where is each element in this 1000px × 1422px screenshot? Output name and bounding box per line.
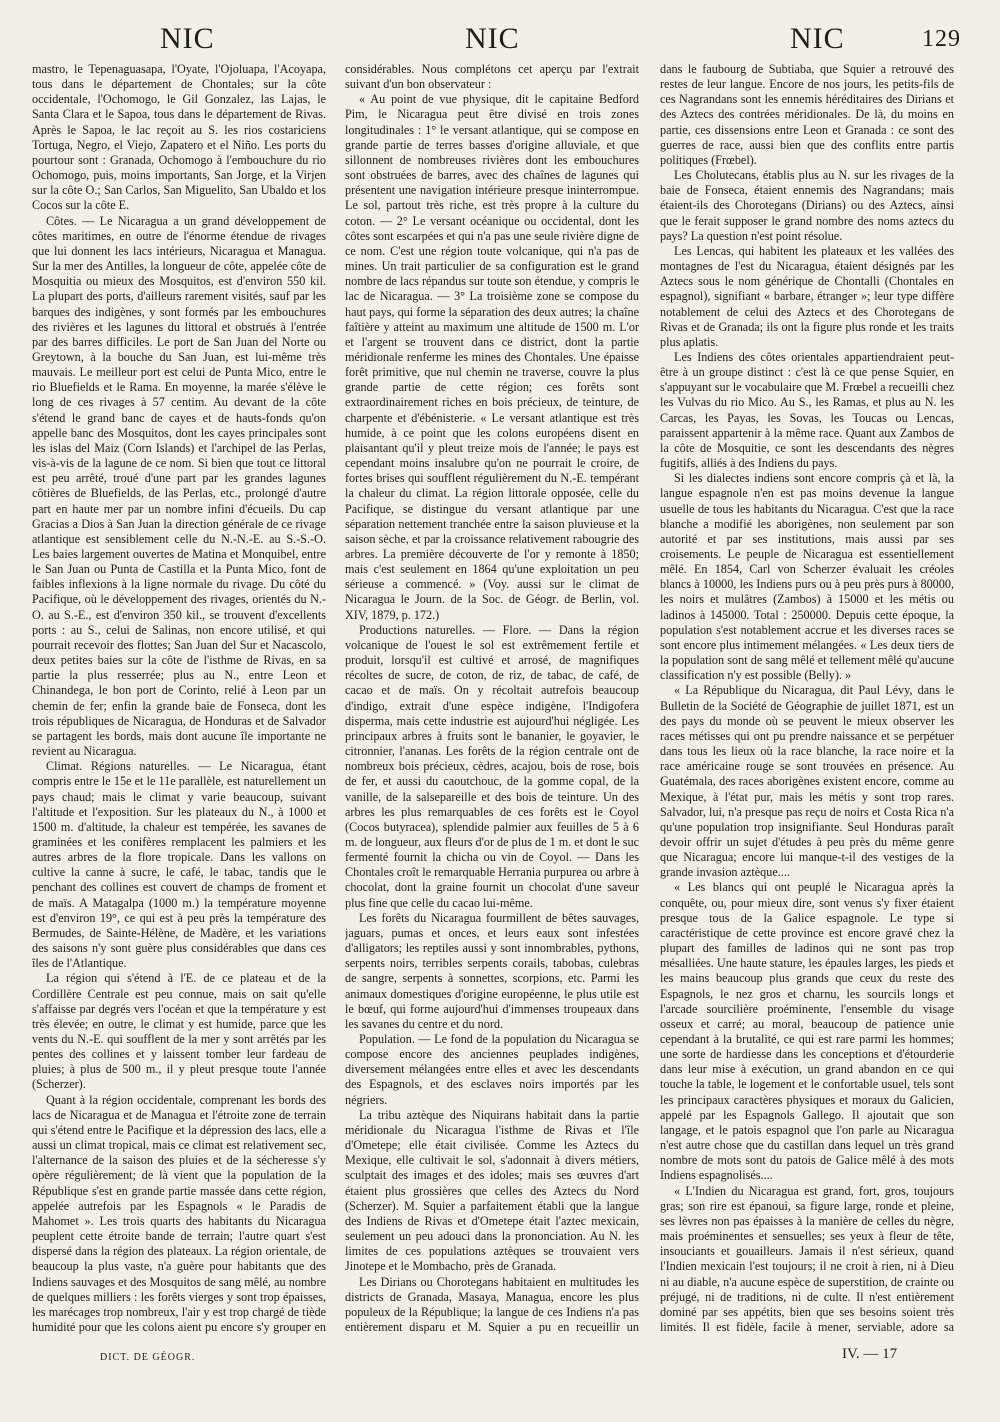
paragraph: Les Cholutecans, établis plus au N. sur les rivages de la baie de Fonseca, étaient ennemis des Nagrandans; mais étaient-ils des Chorotegans (Dirians) ou des Aztecs, ainsi que le ferait supposer le grand nombre des noms aztecs du pays? La question n'est point résolue. <box>660 168 954 243</box>
paragraph: La tribu aztèque des Niquirans habitait dans la partie méridionale du Nicaragua l'isthme de Rivas et l'île d'Ometepe; elle était civilisée. Comme les Aztecs du Mexique, elle cultivait le sol, s'adonnait à divers métiers, sculptait des images et des idoles; mais ses œuvres d'art étaient plus grossières que celles des Aztecs du Nord (Scherzer). M. Squier a parfaitement établi que la langue des Indiens de Rivas et d'Ometepe était l'aztec mexicain, seulement un peu adouci dans la prononciation. Au N. les limites de ces populations aztèques se trouvaient vers Jinotepe et le Mombacho, près de Granada. <box>345 1107 639 1274</box>
paragraph: « La République du Nicaragua, dit Paul Lévy, dans le Bulletin de la Société de Géographie de juillet 1871, est un des pays du monde où se peuvent le mieux observer les races métisses qui ont pu prendre naissance et se perpétuer dans tous les lieux où la race blanche, la race noire et la race américaine rouge se sont trouvées en présence. Au Guatémala, des races aborigènes existent encore, comme au Mexique, à l'état pur, mais les métis y sont trop rares. Salvador, lui, n'a presque pas reçu de noirs et Costa Rica n'a qu'une population trop insignifiante. Seul Honduras paraît devoir offrir un sujet d'études à peu près du même genre que Nicaragua; encore lui manque-t-il des vestiges de la grande invasion aztèque.... <box>660 683 954 880</box>
paragraph: Quant à la région occidentale, comprenant les bords des lacs de Nicaragua et de Managua et l'étroite zone de terrain qui s'étend entre le Pacifique et la dépression des lacs, elle a aussi un climat tropical, mais ce climat est relativement sec, l'alternance de la saison des pluies et de la sécheresse s'y opère régulièrement; de là vient que la population de la République s'est en grande partie massée dans cette région, appelée autrefois par les Espagnols « le Paradis de Mahomet ». Les trois quarts des habitants du Nicaragua peuplent cette étroite bande de terrain; l'autre quart s'est dispersé dans la région des plateaux. La région orientale, de beaucoup la plus vaste, n'a guère pour habitants que des Indiens sauvages et des Mosquitos de sang mêlé, au nombre de quelques milliers : les forêts vierges y sont trop épaisses, les marécages trop nombreux, l'air y est trop chargé de tiède humidité pour que les colons aient pu encore s'y grouper en <box>32 1092 326 1334</box>
paragraph: dans le faubourg de Subtiaba, que Squier a retrouvé des restes de leur langue. Encore de nos jours, les petits-fils de ces Nagrandans sont les ennemis héréditaires des Dirians et des Aztecs des contrées méridionales. De là, du moins en partie, ces dissensions entre Leon et Granada : ce sont des guerres de race, aussi bien que des conflits entre partis politiques (Frœbel). <box>660 62 954 167</box>
paragraph: « Au point de vue physique, dit le capitaine Bedford Pim, le Nicaragua peut être divisé en trois zones longitudinales : 1° le versant atlantique, qui se compose en grande partie de terres basses d'origine alluviale, et que sillonnent de nombreuses rivières dont les embouchures sont obstruées de barres, avec des chaînes de lagunes qui présentent une navigation intérieure presque ininterrompue. Le sol, partout très riche, est très propre à la culture du coton. — 2° Le versant océanique ou occidental, dont les côtes sont escarpées et qui n'a pas une seule rivière digne de ce nom. C'est une région toute volcanique, qui n'a pas de mines. Un trait particulier de sa configuration est le grand nombre de lacs répandus sur toute son étendue, y compris le lac de Nicaragua. — 3° La troisième zone se compose du haut pays, qui forme la séparation des deux autres; la chaîne faîtière y atteint au maximum une altitude de 1500 m. L'or et l'argent se trouvent dans ce district, dont la partie méridionale renferme les mines des Chontales. Une épaisse forêt primitive, que nul chemin ne traverse, couvre la plus grande partie de cette région; ces forêts sont extraordinairement riches en bois précieux, de teinture, de charpente et d'ébénisterie. « Le versant atlantique est très humide, à ce point que les colons européens disent en plaisantant qu'il y pleut treize mois de l'année; le pays est cependant moins insalubre qu'on ne pourrait le croire, de fortes brises qui soufflent régulièrement du N.-E. tempérant la chaleur du climat. La région littorale opposée, celle du Pacifique, se distingue du versant atlantique par une séparation nettement tranchée entre la saison pluvieuse et la saison sèche, et par la croissance relativement rabougrie des arbres. La première découverte de l'or y remonte à 1850; mais c'est seulement en 1864 qu'une exploitation un peu sérieuse a commencé. » (Voy. aussi sur le climat de Nicaragua le Journ. de la Soc. de Géogr. de Berlin, vol. XIV, 1879, p. 172.) <box>345 92 639 622</box>
column-3 <box>660 62 954 1334</box>
paragraph: « L'Indien du Nicaragua est grand, fort, gros, toujours gras; son rire est épanoui, sa figure large, ronde et pleine, ses lèvres non pas épaisses à la manière de celles du nègre, mais proéminentes et sensuelles; ses yeux à fleur de tête, insouciants et gouailleurs. Jamais il n'est sérieux, quand l'Indien mexicain l'est toujours; il ne croit à rien, ni à Dieu ni au diable, n'a aucune espèce de superstition, de crainte ou préjugé, ni de traditions, ni de culte. Il n'est entièrement dominé par ses appétits, bien que ses besoins soient très limités. Il est fidèle, facile à mener, serviable, adore sa <box>660 1183 954 1334</box>
paragraph: Population. — Le fond de la population du Nicaragua se compose encore des anciennes peuplades indigènes, diversement mélangées entre elles et avec les descendants des Espagnols, et des esclaves noirs importés par les négriers. <box>345 1032 639 1107</box>
footer-publication-title: DICT. DE GÉOGR. <box>100 1352 196 1363</box>
footer-volume-signature: IV. — 17 <box>842 1346 898 1362</box>
header-center-keyword: NIC <box>465 22 520 55</box>
paragraph: Les Dirians ou Chorotegans habitaient en multitudes les districts de Granada, Masaya, Managua, encore les plus populeux de la République; la langue de ces Indiens n'a pas entièrement disparu et M. Squier a pu en recueillir un <box>345 1274 639 1334</box>
column-2 <box>345 62 639 1334</box>
paragraph: mastro, le Tepenaguasapa, l'Oyate, l'Ojoluapa, l'Acoyapa, tous dans le département de Chontales; sur la côte occidentale, l'Ochomogo, le Gil Gonzalez, las Lajas, le Santa Clara et le Sapoa, tous dans le département de Rivas. Après le Sapoa, le lac reçoit au S. les rios costariciens Tortuga, Negro, el Viejo, Zapatero et el Niño. Les ports du pourtour sont : Granada, Ochomogo à l'embouchure du rio Ochomogo, puis, moins importants, San Jorge, et la Virjen sur la côte O.; San Carlos, San Miguelito, San Ubaldo et los Cocos sur la côte E. <box>32 62 326 213</box>
paragraph: Les forêts du Nicaragua fourmillent de bêtes sauvages, jaguars, pumas et onces, et leurs eaux sont infestées d'alligators; les reptiles aussi y sont innombrables, pythons, serpents noirs, terribles serpents corails, tabobas, culebras de sangre, serpents à sonnettes, scorpions, etc. Parmi les animaux domestiques d'origine européenne, le plus utile est le bœuf, qui forme aujourd'hui d'immenses troupeaux dans les savanes du centre et du nord. <box>345 910 639 1031</box>
page-number: 129 <box>922 26 961 52</box>
paragraph: Côtes. — Le Nicaragua a un grand développement de côtes maritimes, en outre de l'énorme étendue de rivages que lui donnent les lacs intérieurs, Nicaragua et Managua. Sur la mer des Antilles, la longueur de côte, appelée côte de Mosquitia ou mieux des Mosquitos, est d'environ 550 kil. La plupart des ports, d'ailleurs rarement visités, sauf par les barques des indigènes, y sont formés par les embouchures des rivières et les lagunes du littoral et obstrués à l'entrée par des barres difficiles. Le port de San Juan del Norte ou Greytown, à la bouche du San Juan, est lui-même très mauvais. Le meilleur port est celui de Punta Mico, entre le rio Bluefields et le Rama. En moyenne, la marée s'élève le long de ces rivages à 57 centim. Au devant de la côte s'étend le grand banc de cayes et de hauts-fonds qu'on appelle banc des Mosquitos, dont les cayes principales sont les islas del Maiz (Corn Islands) et l'archipel de las Perlas, vis-à-vis de la lagune de ce nom. Si bien que tout ce littoral est peu arrêté, troué d'une part par les grandes lagunes côtières de Bluefields, de las Perlas, etc., prolongé d'autre part en haute mer par un nombre infini d'écueils. Du cap Gracias a Dios à San Juan la direction générale de ce rivage atlantique est sensiblement celle du N.-N.-E. au S.-S.-O. Les baies largement ouvertes de Matina et Monquibel, entre le San Juan ou Punta de Castilla et la Punta Mico, font de faibles inflexions à la ligne normale du rivage. Du côté du Pacifique, où le développement des rivages, orientés du N.-O. au S.-E., est d'environ 350 kil., se trouvent d'excellents ports : au S., celui de Salinas, non encore utilisé, et qui pourrait recevoir des flottes; San Juan del Sur et Nacascolo, deux petites baies sur la côte de l'isthme de Rivas, en sa partie la plus resserrée; plus au N., entre Leon et Chinandega, le bon port de Corinto, relié à Leon par un chemin de fer; enfin la grande baie de Fonseca, dont les trois républiques de Nicaragua, de Honduras et de Salvador se partagent les bords, mais dont aucune île importante ne revient au Nicaragua. <box>32 213 326 759</box>
header-right-keyword: NIC <box>790 22 845 55</box>
paragraph: Climat. Régions naturelles. — Le Nicaragua, étant compris entre le 15e et le 11e parallèle, est naturellement un pays chaud; mais le climat y varie beaucoup, suivant l'altitude et l'exposition. Sur les plateaux du N., à 1000 et 1500 m. d'altitude, la chaleur est tempérée, les savanes de graminées et les conifères remplacent les palmiers et les autres arbres de la flore tropicale. Dans les vallons on cultive la canne à sucre, le café, le tabac, tandis que le penchant des collines est couvert de champs de froment et de maïs. A Matagalpa (1000 m.) la température moyenne est d'environ 19°, ce qui est à peu près la température des Bermudes, de Sainte-Hélène, de Madère, et les variations des saisons n'y sont guère plus considérables que dans ces îles de l'Atlantique. <box>32 759 326 971</box>
paragraph: considérables. Nous complétons cet aperçu par l'extrait suivant d'un bon observateur : <box>345 62 639 92</box>
paragraph: Si les dialectes indiens sont encore compris çà et là, la langue espagnole n'en est pas moins devenue la langue usuelle de tous les habitants du Nicaragua. C'est que la race blanche a modifié les aborigènes, non seulement par son autorité et par ses institutions, mais aussi par ses croisements. Le peuple de Nicaragua est essentiellement mêlé. En 1854, Carl von Scherzer évaluait les créoles blancs à 10000, les Indiens purs ou à peu près purs à 80000, les noirs et mulâtres (Zambos) à 15000 et les métis ou ladinos à 145000. Total : 250000. Depuis cette époque, la population s'est notablement accrue et les diverses races se sont encore plus intimement mélangées. « Les deux tiers de la population sont de sang mêlé et tellement mêlé qu'aucune classification n'y est possible (Belly). » <box>660 471 954 683</box>
running-header <box>0 22 1000 62</box>
paragraph: La région qui s'étend à l'E. de ce plateau et de la Cordillère Centrale est peu connue, mais on sait qu'elle s'affaisse par degrés vers l'océan et que la température y est très élevée; en outre, le climat y est humide, parce que les vents du N.-E. qui soufflent de la mer y sont arrêtés par les pentes des collines et y laissent tomber leur fardeau de pluies; à plus de 500 m., il y pleut presque toute l'année (Scherzer). <box>32 971 326 1092</box>
column-1 <box>32 62 326 1334</box>
paragraph: Les Lencas, qui habitent les plateaux et les vallées des montagnes de l'est du Nicaragua, étaient désignés par les Aztecs sous le nom générique de Chontalli (Chontales en espagnol), signifiant « barbare, étranger »; leur type diffère notablement de celui des Aztecs et des Chorotegans de Rivas et de Granada; ils ont la figure plus ronde et les traits plus aplatis. <box>660 243 954 349</box>
text-columns <box>28 62 978 1342</box>
header-left-keyword: NIC <box>160 22 215 55</box>
page-footer <box>0 1346 1000 1372</box>
paragraph: Les Indiens des côtes orientales appartiendraient peut-être à un groupe distinct : c'est là ce que pense Squier, en s'appuyant sur le vocabulaire que M. Frœbel a recueilli chez les Vulvas du rio Mico. Au S., les Ramas, et plus au N. les Carcas, les Payas, les Sovas, les Toucas ou Lencas, paraissent appartenir à la même race. Quant aux Zambos de la côte de Mosquitie, ce sont les descendants des nègres fugitifs, alliés à des Indiens du pays. <box>660 349 954 471</box>
paragraph: « Les blancs qui ont peuplé le Nicaragua après la conquête, ou, pour mieux dire, sont venus s'y fixer étaient presque tous de la Galice espagnole. Le type si caractéristique de cette province est encore gravé chez la plupart des familles de ladinos qui ne sont pas trop mésalliées. Une haute stature, les épaules larges, les pieds et les mains beaucoup plus grands que ceux du reste des Espagnols, le nez gros et charnu, les sourcils longs et l'arcade sourcilière proéminente, l'ensemble du visage osseux et carré; au moral, beaucoup de patience unie cependant à la brutalité, ce qui est rare parmi les hommes; une sorte de hardiesse dans les conceptions et d'étourderie dans leur mise à exécution, un grand abandon en ce qui touche la table, le logement et le confortable usuel, tels sont les principaux caractères physiques et moraux du Galicien, appelé par les Espagnols Gallego. Il ajoutait que son langage, et le patois espagnol que l'on parle au Nicaragua n'est autre chose que du castillan dans lequel un très grand nombre de mots sont du patois de Galice mêlé à des mots Indiens espagnolisés.... <box>660 880 954 1183</box>
paragraph: Productions naturelles. — Flore. — Dans la région volcanique de l'ouest le sol est extrêmement fertile et produit, lorsqu'il est cultivé et arrosé, de magnifiques récoltes de sucre, de coton, de riz, de tabac, de café, de cacao et de maïs. On y récoltait autrefois beaucoup d'indigo, extrait d'une espèce indigène, l'Indigofera disperma, mais cette industrie est aujourd'hui négligée. Les principaux arbres à fruits sont le bananier, le goyavier, le citronnier, l'ananas. Les forêts de la région centrale ont de nombreux bois précieux, cèdres, acajou, bois de rose, bois de fer, et aussi du caoutchouc, de la gomme copal, de la vanille, de la salsepareille et des bois de teinture. Un des arbres les plus remarquables de ces forêts est le Coyol (Cocos butyracea), splendide palmier aux feuilles de 5 à 6 m. de longueur, aux fleurs d'or de plus de 1 m. et dont le suc fermenté fournit la chicha ou vin de Coyol. — Dans les Chontales croît le remarquable Herrania purpurea ou arbre à chocolat, dont la graine fournit un chocolat d'une saveur plus fine que celle du cacao lui-même. <box>345 622 639 910</box>
